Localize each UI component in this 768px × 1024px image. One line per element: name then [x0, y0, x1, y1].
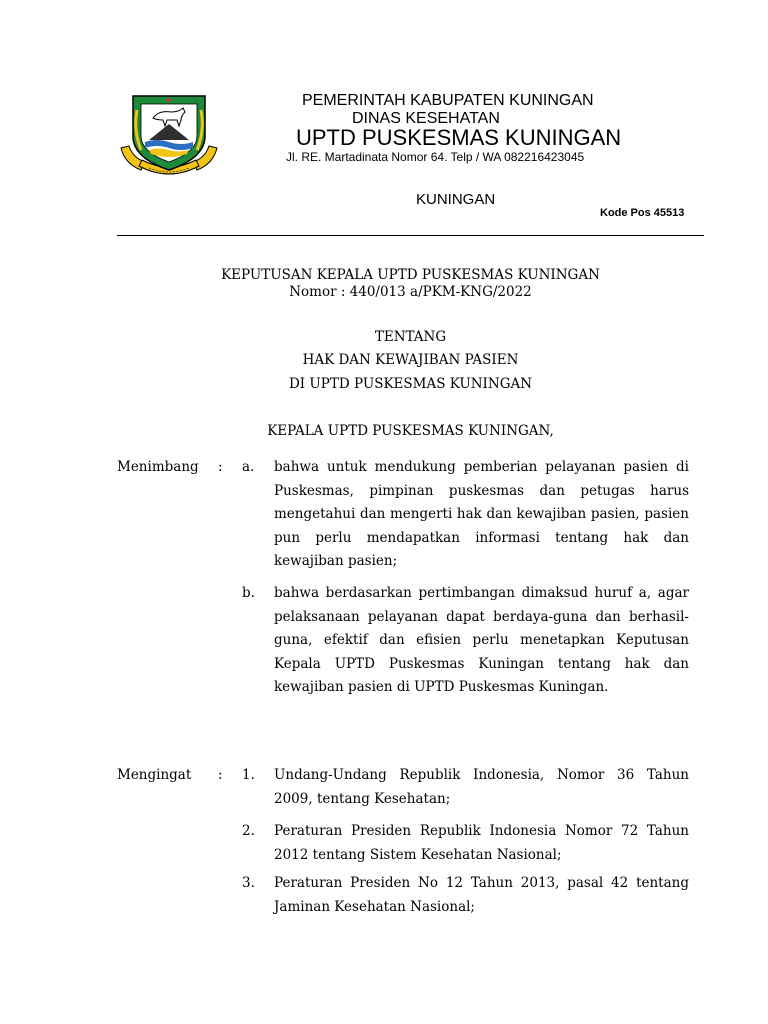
clause-text: Peraturan Presiden No 12 Tahun 2013, pasal 42 tentang Jaminan Kesehatan Nasional; [274, 875, 689, 915]
issuer-line: KEPALA UPTD PUSKESMAS KUNINGAN, [267, 423, 554, 439]
decree-number: Nomor : 440/013 a/PKM-KNG/2022 [289, 284, 532, 300]
clause-marker: 2. [242, 823, 255, 839]
address: Jl. RE. Martadinata Nomor 64. Telp / WA 082216423045 [286, 150, 585, 164]
subject-line-1: HAK DAN KEWAJIBAN PASIEN [302, 352, 519, 368]
clause-text: Undang-Undang Republik Indonesia, Nomor 36 Tahun 2009, tentang Kesehatan; [274, 767, 689, 807]
menimbang-label: Menimbang [117, 459, 199, 475]
mengingat-colon: : [218, 767, 223, 783]
clause-text: Peraturan Presiden Republik Indonesia Nomor 72 Tahun 2012 tentang Sistem Kesehatan Nasional; [274, 823, 689, 863]
department-name: DINAS KESEHATAN [352, 110, 500, 127]
clause-marker: b. [242, 585, 255, 601]
clause-marker: a. [242, 459, 255, 475]
city-name: KUNINGAN [416, 191, 496, 208]
mengingat-label: Mengingat [117, 767, 192, 783]
government-name: PEMERINTAH KABUPATEN KUNINGAN [302, 92, 594, 109]
clause-text: bahwa berdasarkan pertimbangan dimaksud huruf a, agar pelaksanaan pelayanan dapat berdaya-guna dan berhasil-guna, efektif dan efisien perlu menetapkan Keputusan Kepala UPTD Puskesmas Kuningan tentang hak dan kewajiban pasien di UPTD Puskesmas Kuningan. [274, 585, 689, 696]
menimbang-colon: : [218, 459, 223, 475]
clause-text: bahwa untuk mendukung pemberian pelayanan pasien di Puskesmas, pimpinan puskesmas dan petugas harus mengetahui dan mengerti hak dan kewajiban pasien, pasien pun perlu mendapatkan informasi tentang hak dan kewajiban pasien; [274, 459, 689, 570]
about-heading: TENTANG [374, 329, 447, 345]
unit-name: UPTD PUSKESMAS KUNINGAN [296, 125, 622, 150]
decree-title: KEPUTUSAN KEPALA UPTD PUSKESMAS KUNINGAN [221, 267, 600, 283]
letterhead-divider [117, 235, 704, 236]
postal-code: Kode Pos 45513 [600, 207, 685, 219]
clause-marker: 1. [242, 767, 255, 783]
clause-marker: 3. [242, 875, 255, 891]
regency-emblem-logo [119, 90, 219, 178]
subject-line-2: DI UPTD PUSKESMAS KUNINGAN [288, 376, 533, 392]
